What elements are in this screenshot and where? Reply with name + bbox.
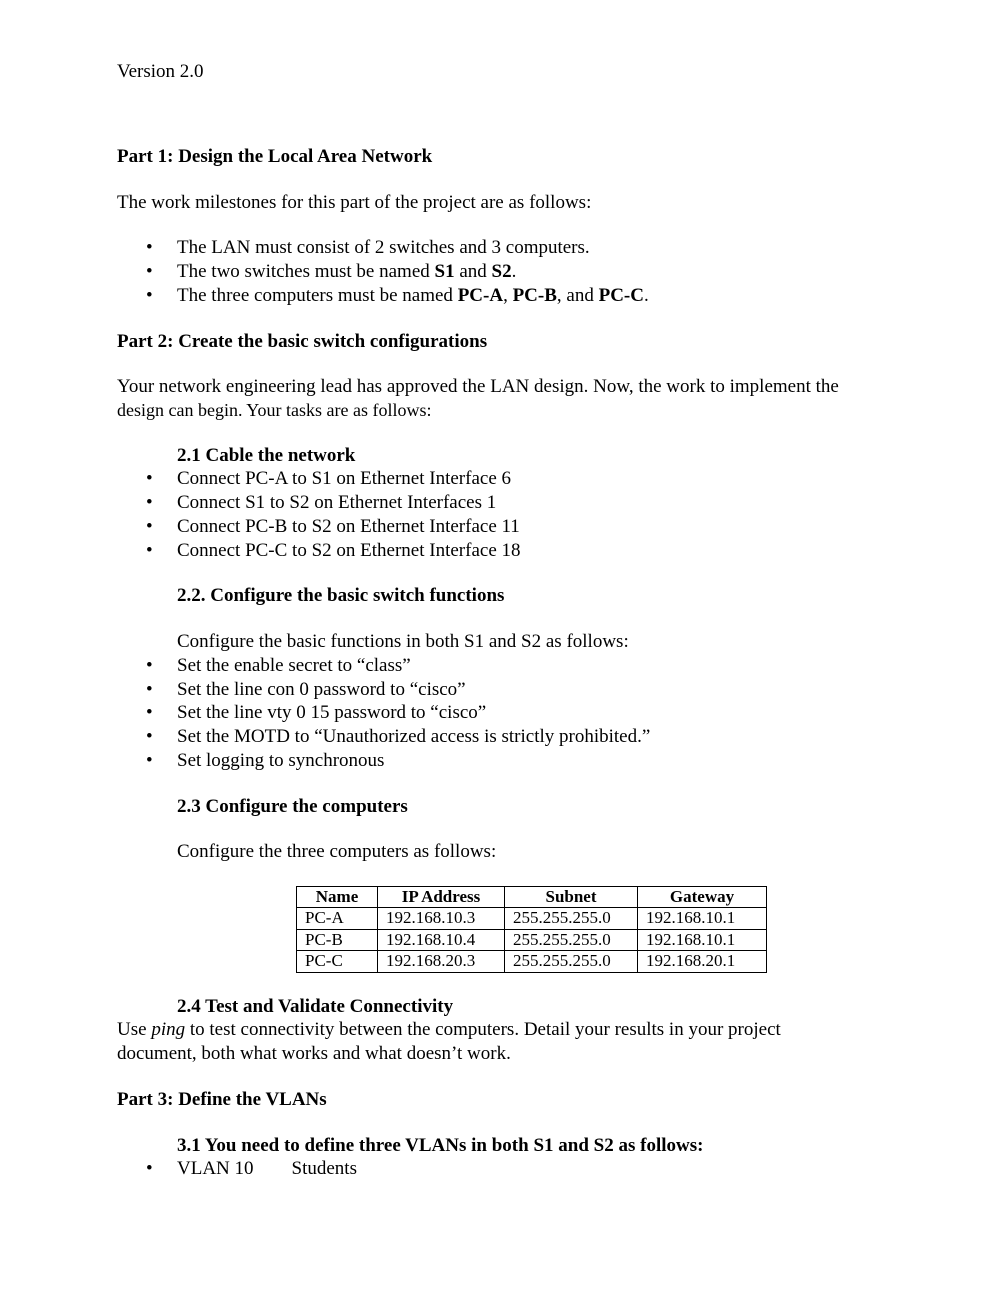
- list-item: • The three computers must be named PC-A, PC-B, and PC-C.: [117, 284, 917, 308]
- table-row: [297, 929, 767, 950]
- section-3-1: [177, 1134, 917, 1182]
- list-item: • Set the line vty 0 15 password to “cisco”: [117, 701, 917, 725]
- table-cell: 192.168.10.1: [638, 929, 767, 950]
- table-cell: 255.255.255.0: [505, 929, 638, 950]
- column-header: Gateway: [638, 887, 767, 908]
- section-2-4-heading: 2.4 Test and Validate Connectivity: [177, 995, 454, 1017]
- vlan-name: Students: [291, 1158, 357, 1180]
- vlan-list: [117, 1157, 917, 1181]
- table-cell: 192.168.20.3: [378, 951, 505, 972]
- part2-heading: Part 2: Create the basic switch configurations: [117, 330, 488, 352]
- list-item: • The LAN must consist of 2 switches and 3 computers.: [117, 236, 917, 260]
- list-item: • Connect PC-B to S2 on Ethernet Interface 11: [117, 515, 917, 539]
- column-header: IP Address: [378, 887, 505, 908]
- version-label: Version 2.0: [117, 61, 204, 82]
- table-cell: 192.168.10.3: [378, 908, 505, 929]
- table-cell: PC-C: [297, 951, 378, 972]
- section-2-3-intro: Configure the three computers as follows:: [177, 841, 497, 863]
- section-2-4: [117, 995, 917, 1066]
- vlan-id: VLAN 10: [177, 1158, 254, 1180]
- part2-intro-line1: Your network engineering lead has approved the LAN design. Now, the work to implement the: [117, 376, 839, 398]
- list-item: • Connect PC-C to S2 on Ethernet Interface 18: [117, 539, 917, 563]
- part3-heading: Part 3: Define the VLANs: [117, 1088, 327, 1110]
- section-2-4-line2: document, both what works and what doesn’t work.: [117, 1043, 511, 1065]
- list-item: • Set the enable secret to “class”: [117, 654, 917, 678]
- table-row: [297, 951, 767, 972]
- table-cell: PC-B: [297, 929, 378, 950]
- part1-heading: Part 1: Design the Local Area Network: [117, 145, 433, 167]
- table-row: [297, 908, 767, 929]
- list-item: • The two switches must be named S1 and S2.: [117, 260, 917, 284]
- table-cell: 192.168.10.4: [378, 929, 505, 950]
- section-2-3: [177, 795, 917, 865]
- section-2-4-line1: Use ping to test connectivity between the computers. Detail your results in your project: [117, 1019, 781, 1041]
- column-header: Subnet: [505, 887, 638, 908]
- document-page: [117, 60, 917, 1181]
- table-cell: PC-A: [297, 908, 378, 929]
- section-2-2-intro: Configure the basic functions in both S1 and S2 as follows:: [177, 631, 629, 652]
- ping-command: ping: [151, 1019, 186, 1041]
- list-item: • Connect PC-A to S1 on Ethernet Interface 6: [117, 467, 917, 491]
- table-cell: 192.168.10.1: [638, 908, 767, 929]
- list-item: • Set logging to synchronous: [117, 749, 917, 773]
- part2-intro-line2: design can begin. Your tasks are as follows:: [117, 400, 432, 420]
- section-2-1: [177, 444, 917, 563]
- table-cell: 255.255.255.0: [505, 951, 638, 972]
- column-header: Name: [297, 887, 378, 908]
- ip-config-table: [296, 886, 767, 973]
- part1-list: [117, 236, 917, 307]
- list-item: • Set the line con 0 password to “cisco”: [117, 678, 917, 702]
- section-2-2-heading: 2.2. Configure the basic switch functions: [177, 585, 505, 607]
- table-cell: 255.255.255.0: [505, 908, 638, 929]
- list-item: • Set the MOTD to “Unauthorized access is strictly prohibited.”: [117, 725, 917, 749]
- section-2-2: [177, 584, 917, 772]
- cabling-list: [117, 467, 917, 562]
- section-2-3-heading: 2.3 Configure the computers: [177, 795, 408, 817]
- part1-intro: The work milestones for this part of the project are as follows:: [117, 191, 592, 213]
- switch-config-list: [117, 654, 917, 773]
- section-3-1-heading: 3.1 You need to define three VLANs in both S1 and S2 as follows:: [177, 1134, 704, 1156]
- section-2-1-heading: 2.1 Cable the network: [177, 444, 356, 466]
- table-header-row: [297, 887, 767, 908]
- list-item: [117, 1157, 917, 1181]
- table-cell: 192.168.20.1: [638, 951, 767, 972]
- list-item: • Connect S1 to S2 on Ethernet Interfaces 1: [117, 491, 917, 515]
